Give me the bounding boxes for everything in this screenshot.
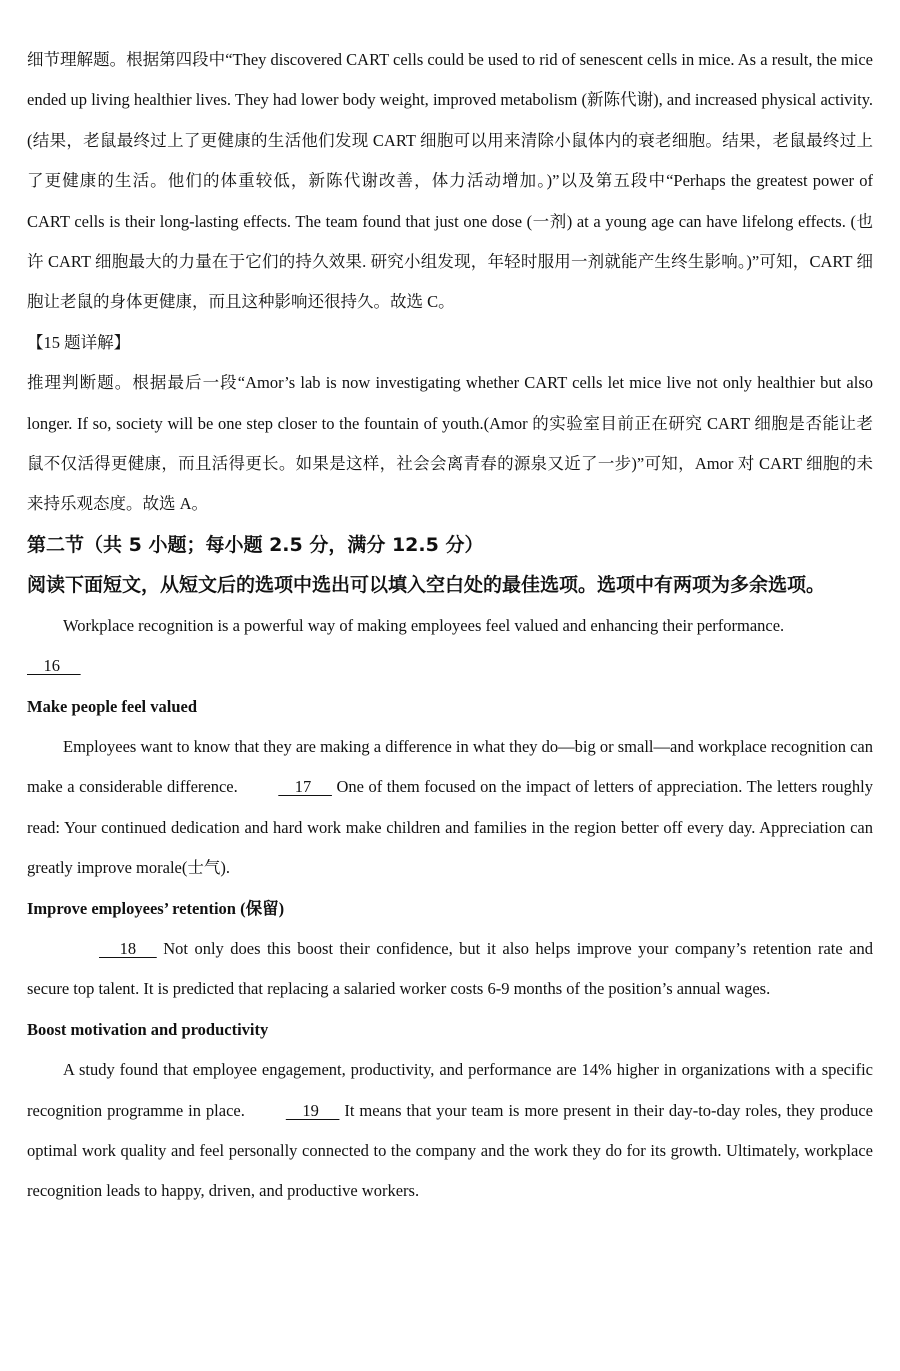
- passage-paragraph-3: [27, 1050, 873, 1212]
- blank-18[interactable]: 18: [99, 938, 157, 958]
- paragraph-3-text-before: A study found that employee engagement, productivity, and performance are 14% higher in organizations with a specific recognition programme in place.: [27, 1060, 873, 1120]
- q15-analysis: 推理判断题。根据最后一段“Amor’s lab is now investigating whether CART cells let mice live not only healthier but also longer. If so, society will be one step closer to the fountain of youth.(Amor 的实验室目前正在研究 CART 细胞是否能让老鼠不仅活得更健康，而且活得更长。如果是这样，社会会离青春的源泉又近了一步)”可知，Amor 对 CART 细胞的未来持乐观态度。故选 A。: [27, 373, 873, 514]
- blank-17[interactable]: 17: [278, 777, 332, 797]
- document-page: [27, 40, 873, 1212]
- section-2-instruction: 阅读下面短文，从短文后的选项中选出可以填入空白处的最佳选项。选项中有两项为多余选项。: [27, 574, 826, 597]
- paragraph-1-text-before: Employees want to know that they are making a difference in what they do—big or small—and workplace recognition can make a considerable difference.: [27, 736, 873, 797]
- q14-analysis: 细节理解题。根据第四段中“They discovered CART cells could be used to rid of senescent cells in mice. As a result, the mice ended up living healthier lives. They had lower body weight, improved metabolism (新陈代谢), and increased physical activity. (结果，老鼠最终过上了更健康的生活他们发现 CART 细胞可以用来清除小鼠体内的衰老细胞。结果，老鼠最终过上了更健康的生活。他们的体重较低，新陈代谢改善，体力活动增加。)”以及第五段中“Perhaps the greatest power of CART cells is their long-lasting effects. The team found that just one dose (一剂) at a young age can have lifelong effects. (也许 CART 细胞最大的力量在于它们的持久效果. 研究小组发现，年轻时服用一剂就能产生终生影响。)”可知，CART 细胞让老鼠的身体更健康，而且这种影响还很持久。故选 C。: [27, 50, 873, 312]
- paragraph-2-text-after: Not only does this boost their confidence, but it also helps improve your company’s retention rate and secure top talent. It is predicted that replacing a salaried worker costs 6-9 months of the position’s annual wages.: [27, 938, 873, 999]
- q15-label: 【15 题详解】: [27, 332, 131, 352]
- passage-paragraph-1: [27, 727, 873, 889]
- blank-19[interactable]: 19: [285, 1100, 340, 1120]
- blank-16[interactable]: 16: [27, 656, 81, 676]
- subheading-make-people-feel-valued: Make people feel valued: [27, 696, 198, 716]
- paragraph-1-text-after: One of them focused on the impact of letters of appreciation. The letters roughly read: Your continued dedication and hard work make children and families in the region better off every day. Appreciation can greatly improve morale(士气).: [27, 777, 873, 878]
- subheading-boost-motivation: Boost motivation and productivity: [27, 1019, 269, 1039]
- subheading-improve-retention: Improve employees’ retention (保留): [27, 898, 285, 918]
- section-2-heading: 第二节（共 5 小题；每小题 2.5 分，满分 12.5 分）: [27, 533, 484, 556]
- passage-paragraph-2: [27, 929, 873, 1010]
- passage-intro: Workplace recognition is a powerful way of making employees feel valued and enhancing their performance.: [63, 615, 785, 635]
- blank-16-line: [27, 646, 873, 686]
- paragraph-3-text-after: It means that your team is more present in their day-to-day roles, they produce optimal work quality and feel personally connected to the company and the work they do for its growth. Ultimately, workplace recognition leads to happy, driven, and productive workers.: [27, 1100, 873, 1201]
